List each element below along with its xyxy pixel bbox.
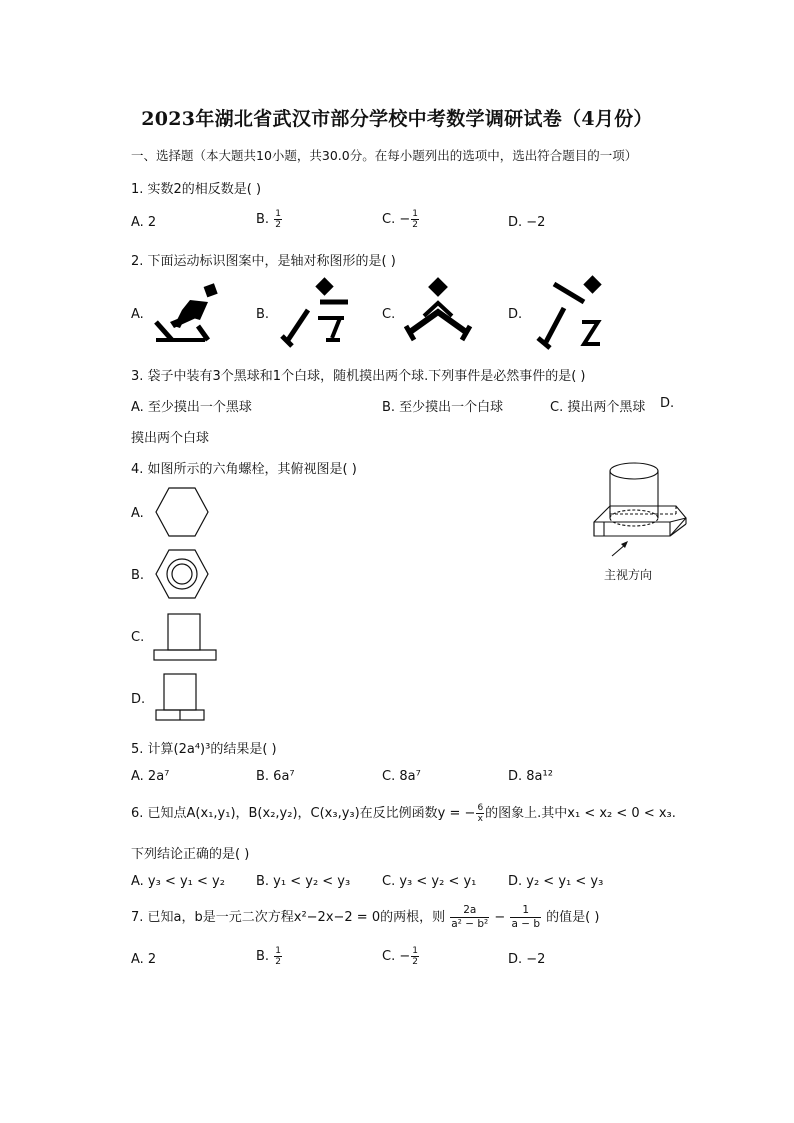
q6-option-c: C. y₃ < y₂ < y₁ [382, 874, 477, 889]
q3-option-b: B. 至少摸出一个白球 [382, 400, 504, 415]
skiing-icon [150, 282, 225, 344]
section-heading: 一、选择题（本大题共10小题，共30.0分。在每小题列出的选项中，选出符合题目的一项） [131, 148, 638, 163]
hexagon-circle-icon [154, 548, 210, 600]
fraction: $\frac{6}{x}$ [477, 803, 484, 824]
q5-option-b: B. 6a⁷ [256, 769, 295, 784]
fraction: $\frac{1}{2}$ [275, 209, 281, 230]
q4-option-d: D. [131, 692, 146, 707]
q3-option-d: D. [660, 396, 675, 411]
q3-option-a: A. 至少摸出一个黑球 [131, 400, 252, 415]
q3-stem: 3. 袋子中装有3个黑球和1个白球，随机摸出两个球.下列事件是必然事件的是( ) [131, 369, 586, 384]
q1-stem: 1. 实数2的相反数是( ) [131, 182, 262, 197]
fraction: $\frac{2a}{\text{a² − b²}}$ [451, 904, 489, 930]
front-view-c-icon [152, 612, 218, 664]
q4-option-a: A. [131, 506, 144, 521]
fraction: $\frac{1}{2}$ [412, 946, 418, 967]
q2-option-b: B. [256, 307, 270, 322]
q7-option-c: C. − $\frac{1}{2}$ [382, 946, 418, 967]
q2-option-d: D. [508, 307, 523, 322]
q7-option-a: A. 2 [131, 952, 157, 967]
fraction: $\frac{1}{2}$ [275, 946, 281, 967]
figure-d-icon [532, 274, 610, 352]
hex-bolt-icon [586, 458, 694, 576]
figure-caption: 主视方向 [604, 568, 653, 582]
q7-option-b: B. $\frac{1}{2}$ [256, 946, 281, 967]
q5-stem: 5. 计算(2a⁴)³的结果是( ) [131, 742, 277, 757]
front-view-d-icon [152, 672, 208, 724]
q7-stem: 7. 已知a，b是一元二次方程x²−2x−2 = 0的两根，则 $\frac{2a}{\text{a² − b²}}$ − $\frac{1}{a - b}$ 的值是( ) [131, 904, 600, 930]
q4-option-b: B. [131, 568, 145, 583]
fraction: $\frac{1}{2}$ [412, 209, 418, 230]
q2-option-a: A. [131, 307, 144, 322]
q5-option-a: A. 2a⁷ [131, 769, 170, 784]
q1-option-a: A. 2 [131, 215, 157, 230]
figure-c-icon [404, 276, 476, 350]
q6-option-b: B. y₁ < y₂ < y₃ [256, 874, 351, 889]
fraction: $\frac{1}{a - b}$ [511, 904, 541, 930]
q6-stem: 6. 已知点A(x₁,y₁)，B(x₂,y₂)，C(x₃,y₃)在反比例函数y = − $\frac{6}{x}$ 的图象上.其中x₁ < x₂ < 0 < x₃. [131, 803, 676, 824]
q4-option-c: C. [131, 630, 145, 645]
q1-option-b: B. $\frac{1}{2}$ [256, 209, 281, 230]
q3-option-c: C. 摸出两个黑球 [550, 400, 646, 415]
q6-stem-cont: 下列结论正确的是( ) [131, 847, 250, 862]
q2-option-c: C. [382, 307, 396, 322]
q6-option-a: A. y₃ < y₁ < y₂ [131, 874, 225, 889]
q1-option-d: D. −2 [508, 215, 546, 230]
q6-option-d: D. y₂ < y₁ < y₃ [508, 874, 604, 889]
q1-option-c: C. − $\frac{1}{2}$ [382, 209, 418, 230]
q5-option-c: C. 8a⁷ [382, 769, 421, 784]
hexagon-icon [154, 486, 210, 538]
q2-stem: 2. 下面运动标识图案中，是轴对称图形的是( ) [131, 254, 396, 269]
q5-option-d: D. 8a¹² [508, 769, 553, 784]
q4-stem: 4. 如图所示的六角螺栓，其俯视图是( ) [131, 462, 357, 477]
page-title: 2023年湖北省武汉市部分学校中考数学调研试卷（4月份） [141, 108, 653, 130]
figure-b-icon [278, 276, 350, 350]
q7-option-d: D. −2 [508, 952, 546, 967]
q3-option-d-text: 摸出两个白球 [131, 431, 210, 446]
